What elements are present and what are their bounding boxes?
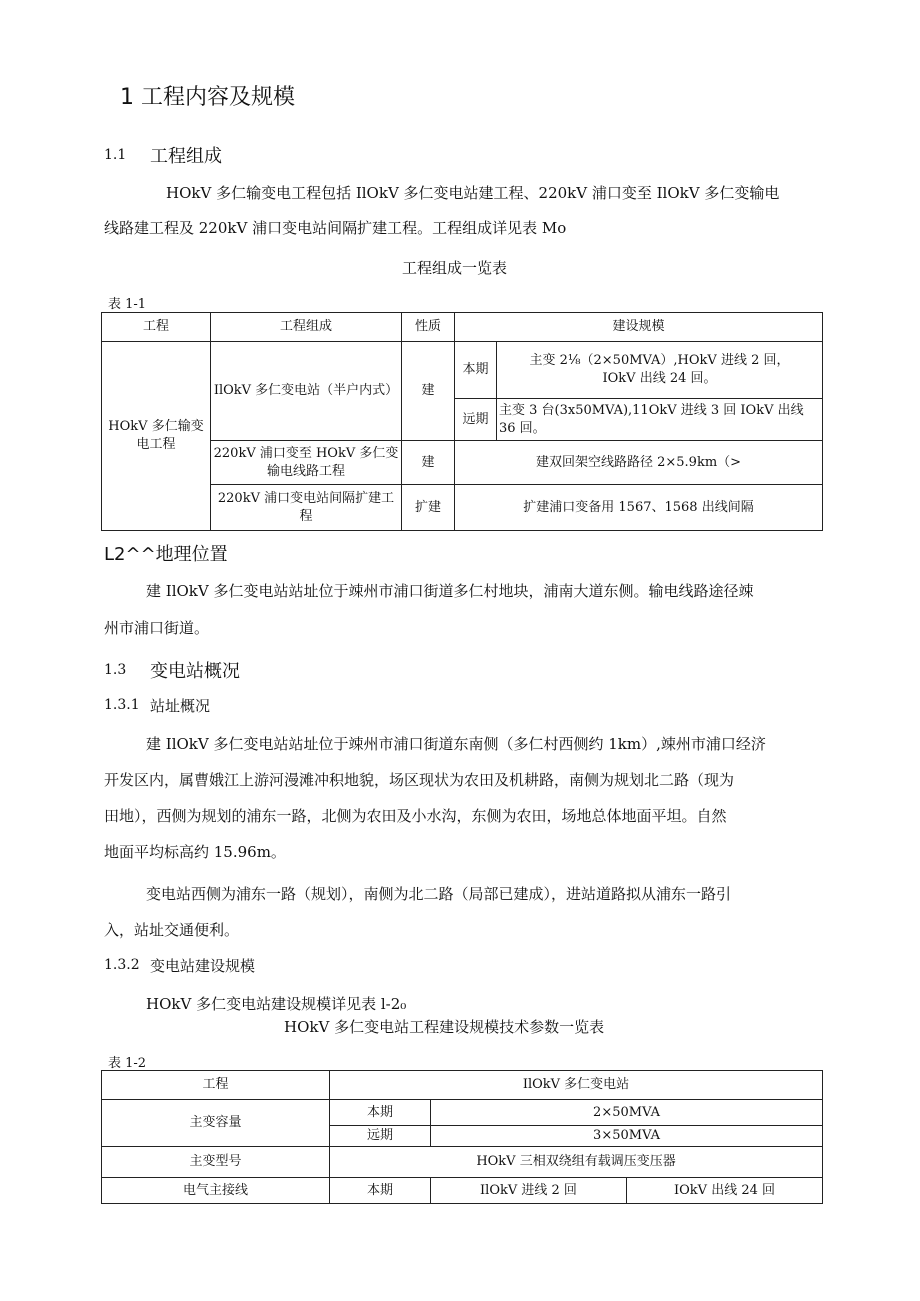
- table-cell-scale-bay: 扩建浦口变备用 1567、1568 出线间隔: [455, 485, 823, 531]
- table-cell-nature-1: 建: [402, 342, 455, 441]
- section-1-3-2-number: 1.3.2: [104, 957, 140, 973]
- section-1-3-1-number: 1.3.1: [104, 697, 140, 713]
- section-1-2-title: L2^^地理位置: [104, 544, 228, 565]
- table-cell-scale-future: 主变 3 台(3x50MVA),11OkV 进线 3 回 IOkV 出线 36 回。: [497, 399, 823, 441]
- paragraph-2-line-2: 州市浦口街道。: [104, 619, 210, 637]
- paragraph-4-line-1: 变电站西侧为浦东一路（规划），南侧为北二路（局部已建成），进站道路拟从浦东一路引: [146, 885, 732, 903]
- section-1-3-1-title: 站址概况: [150, 697, 211, 715]
- table2-header-substation: IlOkV 多仁变电站: [330, 1071, 823, 1100]
- table-cell-component-line: 220kV 浦口变至 HOkV 多仁变输电线路工程: [211, 441, 402, 485]
- table2-cell-capacity-label: 主变容量: [102, 1100, 330, 1147]
- section-1-3-title: 变电站概况: [150, 661, 240, 682]
- table2-cell-model-label: 主变型号: [102, 1147, 330, 1178]
- paragraph-4-line-2: 入，站址交通便利。: [104, 921, 240, 939]
- table2-cell-wiring-label: 电气主接线: [102, 1178, 330, 1204]
- table-cell-nature-3: 扩建: [402, 485, 455, 531]
- table-cell-project: HOkV 多仁输变电工程: [102, 342, 211, 531]
- table-header-scale: 建设规模: [455, 313, 823, 342]
- section-1-1-title: 工程组成: [150, 146, 222, 167]
- table-cell-component-substation: IlOkV 多仁变电站（半户内式）: [211, 342, 402, 441]
- table2-header-project: 工程: [102, 1071, 330, 1100]
- table-1-label: 表 1-1: [108, 297, 147, 312]
- paragraph-2-line-1: 建 IlOkV 多仁变电站站址位于竦州市浦口街道多仁村地块，浦南大道东侧。输电线路途径竦: [146, 582, 754, 600]
- project-composition-table: [101, 312, 823, 531]
- paragraph-5: HOkV 多仁变电站建设规模详见表 l-2₀: [146, 995, 407, 1013]
- table-header-nature: 性质: [402, 313, 455, 342]
- table2-cell-capacity-phase-future: 远期: [330, 1126, 431, 1147]
- table-cell-component-bay: 220kV 浦口变电站间隔扩建工程: [211, 485, 402, 531]
- table-header-project: 工程: [102, 313, 211, 342]
- scale-current-line-1: 主变 2⅛（2×50MVA）,HOkV 进线 2 回，: [529, 353, 790, 368]
- table-header-component: 工程组成: [211, 313, 402, 342]
- paragraph-3-line-3: 田地），西侧为规划的浦东一路，北侧为农田及小水沟，东侧为农田，场地总体地面平坦。自然: [104, 807, 727, 825]
- table-cell-scale-line: 建双回架空线路路径 2×5.9km（>: [455, 441, 823, 485]
- scale-current-line-2: IOkV 出线 24 回。: [602, 371, 717, 386]
- table-1-title: 工程组成一览表: [402, 259, 508, 277]
- table-2-title: HOkV 多仁变电站工程建设规模技术参数一览表: [284, 1018, 605, 1036]
- substation-scale-table: [101, 1070, 823, 1204]
- section-1-3-2-title: 变电站建设规模: [150, 957, 256, 975]
- table2-cell-wiring-phase: 本期: [330, 1178, 431, 1204]
- table2-cell-wiring-in: IlOkV 进线 2 回: [431, 1178, 627, 1204]
- section-1-3-number: 1.3: [104, 662, 127, 678]
- paragraph-3-line-2: 开发区内，属曹娥江上游河漫滩冲积地貌，场区现状为农田及机耕路，南侧为规划北二路（现为: [104, 771, 735, 789]
- table2-cell-capacity-phase-current: 本期: [330, 1100, 431, 1126]
- section-1-1-number: 1.1: [104, 147, 127, 163]
- page-title: 1 工程内容及规模: [120, 85, 295, 110]
- table-cell-nature-2: 建: [402, 441, 455, 485]
- table2-cell-model-value: HOkV 三相双绕组有载调压变压器: [330, 1147, 823, 1178]
- paragraph-3-line-1: 建 IlOkV 多仁变电站站址位于竦州市浦口街道东南侧（多仁村西侧约 1km）,竦州市浦口经济: [146, 735, 766, 753]
- table2-cell-wiring-out: IOkV 出线 24 回: [627, 1178, 823, 1204]
- paragraph-1-line-1: HOkV 多仁输变电工程包括 IlOkV 多仁变电站建工程、220kV 浦口变至 IlOkV 多仁变输电: [166, 184, 780, 202]
- table-cell-phase-future: 远期: [455, 399, 497, 441]
- table2-cell-capacity-current: 2×50MVA: [431, 1100, 823, 1126]
- table-cell-phase-current: 本期: [455, 342, 497, 399]
- paragraph-3-line-4: 地面平均标高约 15.96m。: [104, 843, 286, 861]
- table-2-label: 表 1-2: [108, 1056, 147, 1071]
- table-cell-scale-current: [497, 342, 823, 399]
- table2-cell-capacity-future: 3×50MVA: [431, 1126, 823, 1147]
- paragraph-1-line-2: 线路建工程及 220kV 浦口变电站间隔扩建工程。工程组成详见表 Mo: [104, 219, 567, 237]
